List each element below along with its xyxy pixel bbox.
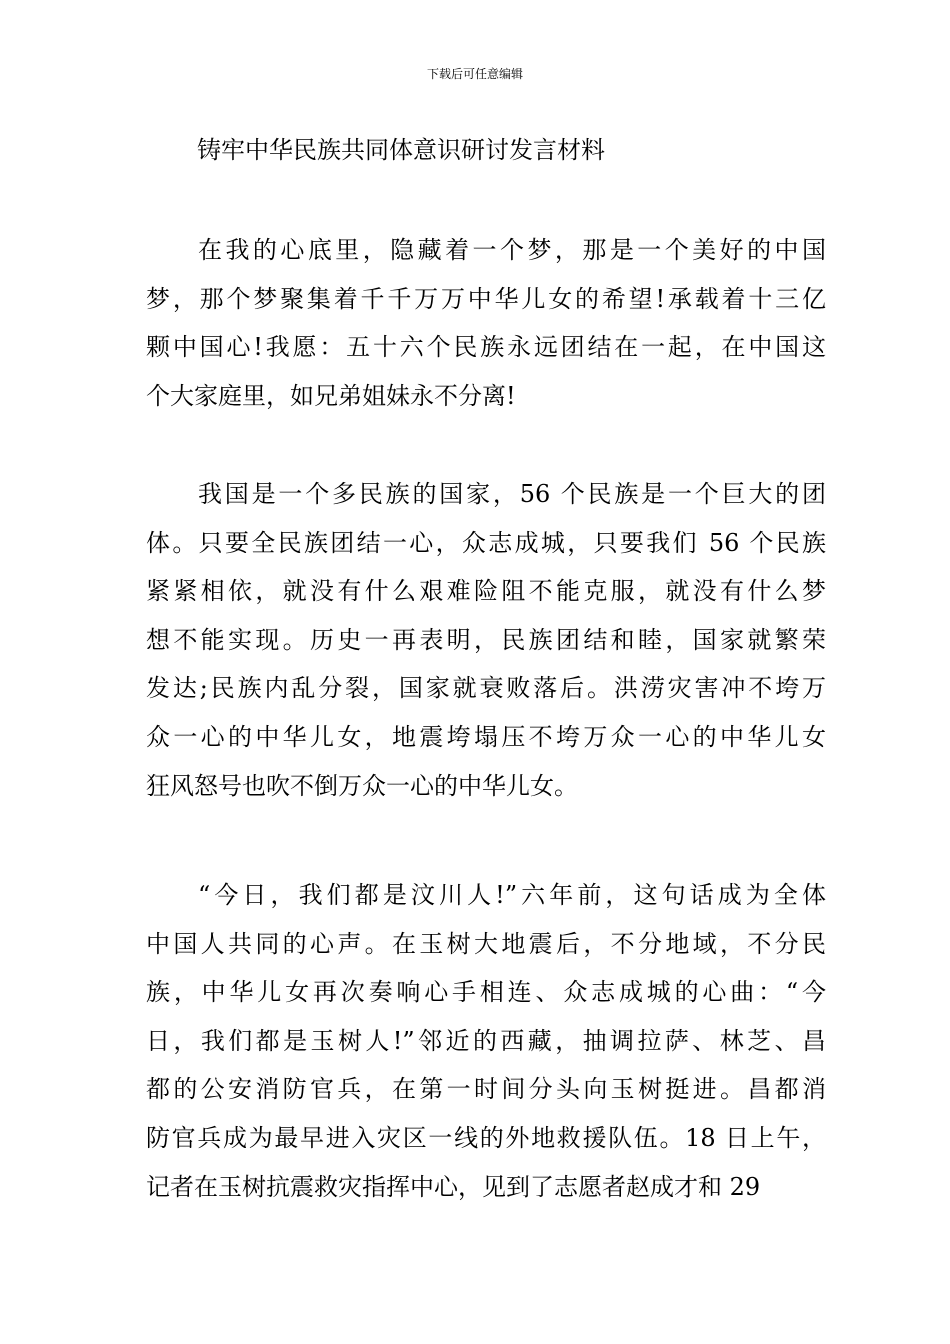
paragraph-line: 颗中国心!我愿：五十六个民族永远团结在一起，在中国这: [146, 333, 826, 362]
paragraph-line: 日，我们都是玉树人!”邻近的西藏，抽调拉萨、林芝、昌: [146, 1026, 826, 1055]
paragraph-3: [146, 871, 826, 1211]
paragraph-line: 我国是一个多民族的国家，56 个民族是一个巨大的团: [198, 480, 826, 508]
paragraph-line: 都的公安消防官兵，在第一时间分头向玉树挺进。昌都消: [146, 1075, 826, 1104]
paragraph-line: 族，中华儿女再次奏响心手相连、众志成城的心曲：“今: [146, 978, 826, 1007]
paragraph-line: 体。只要全民族团结一心，众志成城，只要我们 56 个民族: [146, 528, 826, 557]
paragraph-line: 想不能实现。历史一再表明，民族团结和睦，国家就繁荣: [146, 625, 826, 654]
paragraph-2: [146, 470, 826, 810]
paragraph-line: 在我的心底里，隐藏着一个梦，那是一个美好的中国: [198, 236, 826, 264]
paragraph-1: [146, 226, 826, 420]
paragraph-line: 个大家庭里，如兄弟姐妹永不分离!: [146, 381, 516, 410]
document-title: 铸牢中华民族共同体意识研讨发言材料: [197, 136, 605, 164]
paragraph-line: 众一心的中华儿女，地震垮塌压不垮万众一心的中华儿女: [146, 722, 826, 751]
paragraph-line: “今日，我们都是汶川人!”六年前，这句话成为全体: [198, 881, 826, 909]
paragraph-line: 发达;民族内乱分裂，国家就衰败落后。洪涝灾害冲不垮万: [146, 674, 826, 703]
paragraph-line: 狂风怒号也吹不倒万众一心的中华儿女。: [146, 771, 578, 800]
paragraph-line: 中国人共同的心声。在玉树大地震后，不分地域，不分民: [146, 929, 826, 958]
paragraph-line: 紧紧相依，就没有什么艰难险阻不能克服，就没有什么梦: [146, 577, 826, 606]
paragraph-line: 记者在玉树抗震救灾指挥中心，见到了志愿者赵成才和 29: [146, 1172, 761, 1201]
paragraph-line: 梦，那个梦聚集着千千万万中华儿女的希望!承载着十三亿: [146, 284, 826, 313]
paragraph-line: 防官兵成为最早进入灾区一线的外地救援队伍。18 日上午，: [146, 1123, 826, 1152]
page-header: 下载后可任意编辑: [426, 67, 523, 81]
